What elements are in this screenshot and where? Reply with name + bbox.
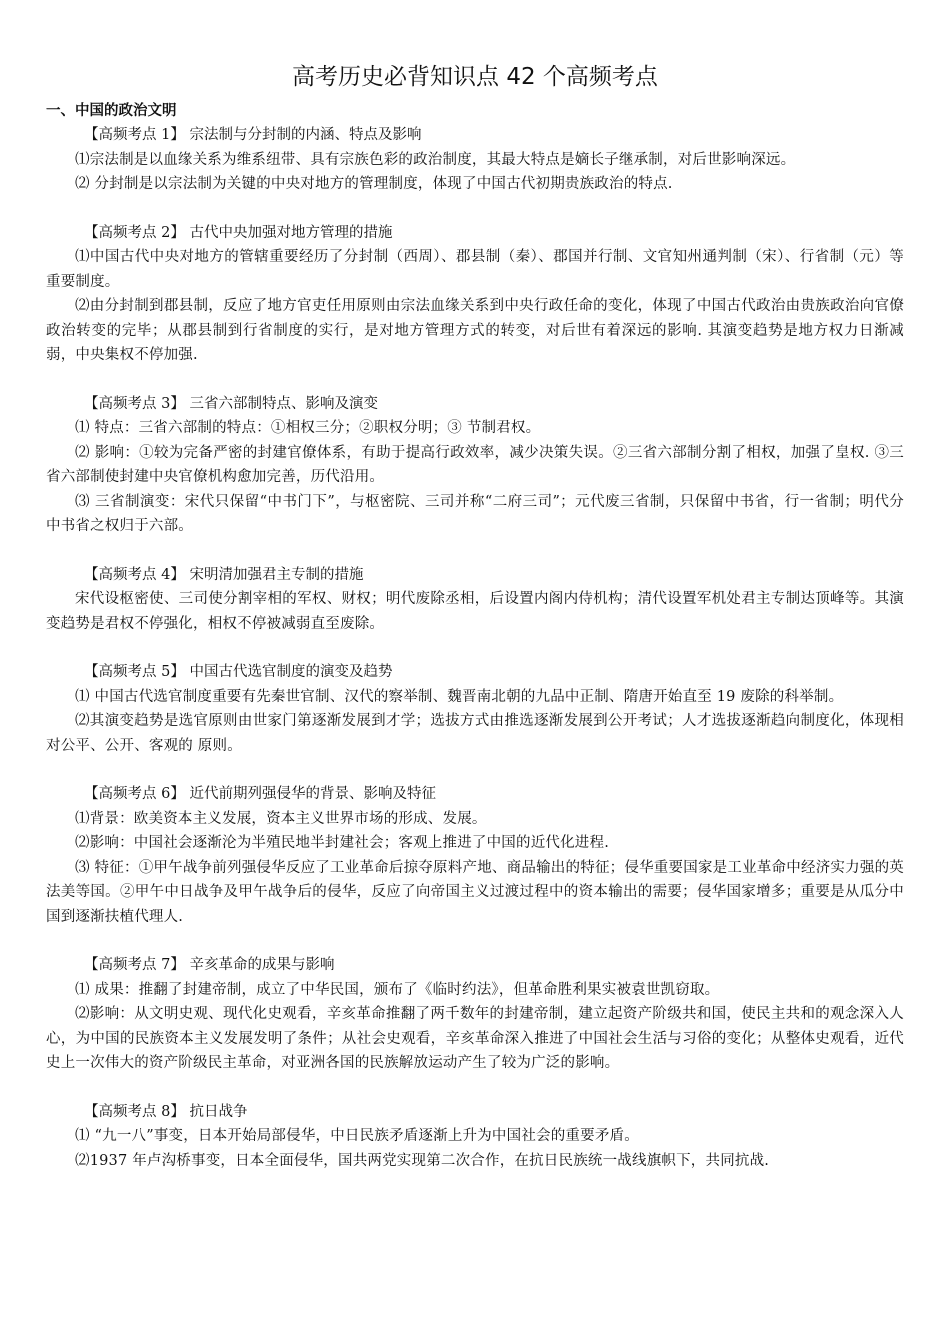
key-point-4 <box>46 563 904 637</box>
key-point-heading: 【高频考点 1】 宗法制与分封制的内涵、特点及影响 <box>84 127 422 143</box>
paragraph: ⑴中国古代中央对地方的管辖重要经历了分封制（西周）、郡县制（秦）、郡国并行制、文官知州通判制（宋）、行省制（元）等重要制度。 <box>46 249 904 290</box>
key-point-3 <box>46 392 904 539</box>
key-point-5 <box>46 660 904 758</box>
paragraph: ⑴ 特点：三省六部制的特点：①相权三分；②职权分明；③ 节制君权。 <box>75 420 541 436</box>
key-point-heading: 【高频考点 5】 中国古代选官制度的演变及趋势 <box>84 664 393 680</box>
paragraph: 宋代设枢密使、三司使分割宰相的军权、财权；明代废除丞相，后设置内阁内侍机构；清代设置军机处君主专制达顶峰等。其演变趋势是君权不停强化，相权不停被减弱直至废除。 <box>46 591 904 632</box>
paragraph: ⑴背景：欧美资本主义发展，资本主义世界市场的形成、发展。 <box>75 810 487 827</box>
paragraph: ⑴宗法制是以血缘关系为维系纽带、具有宗族色彩的政治制度，其最大特点是嫡长子继承制，对后世影响深远。 <box>75 151 796 168</box>
paragraph: ⑴ 中国古代选官制度重要有先秦世官制、汉代的察举制、魏晋南北朝的九品中正制、隋唐开始直至 19 废除的科举制。 <box>75 688 844 705</box>
spacer <box>46 929 904 953</box>
paragraph: ⑶ 三省制演变：宋代只保留“中书门下”，与枢密院、三司并称“二府三司”；元代废三省制，只保留中书省，行一省制；明代分中书省之权归于六部。 <box>46 493 904 534</box>
paragraph: ⑴ “九一八”事变，日本开始局部侵华，中日民族矛盾逐渐上升为中国社会的重要矛盾。 <box>75 1128 639 1144</box>
paragraph: ⑵其演变趋势是选官原则由世家门第逐渐发展到才学；选拔方式由推选逐渐发展到公开考试；人才选拔逐渐趋向制度化，体现相对公平、公开、客观的 原则。 <box>46 713 904 754</box>
paragraph: ⑵ 影响：①较为完备严密的封建官僚体系，有助于提高行政效率，减少决策失误。②三省六部制分割了相权，加强了皇权. ③三省六部制使封建中央官僚机构愈加完善，历代沿用。 <box>46 444 904 485</box>
spacer <box>46 636 904 660</box>
spacer <box>46 758 904 782</box>
key-point-7 <box>46 953 904 1076</box>
key-point-heading: 【高频考点 2】 古代中央加强对地方管理的措施 <box>84 224 393 241</box>
spacer <box>46 539 904 563</box>
key-point-heading: 【高频考点 7】 辛亥革命的成果与影响 <box>84 957 335 973</box>
paragraph: ⑴ 成果：推翻了封建帝制，成立了中华民国，颁布了《临时约法》，但革命胜利果实被袁世凯窃取。 <box>75 981 720 998</box>
key-point-heading: 【高频考点 6】 近代前期列强侵华的背景、影响及特征 <box>84 786 436 802</box>
spacer <box>46 368 904 392</box>
paragraph: ⑵ 分封制是以宗法制为关键的中央对地方的管理制度，体现了中国古代初期贵族政治的特点. <box>75 176 673 192</box>
spacer <box>46 1076 904 1100</box>
paragraph: ⑵1937 年卢沟桥事变，日本全面侵华，国共两党实现第二次合作，在抗日民族统一战线旗帜下，共同抗战. <box>75 1152 770 1169</box>
key-point-8 <box>46 1100 904 1174</box>
paragraph: ⑵影响：中国社会逐渐沦为半殖民地半封建社会；客观上推进了中国的近代化进程. <box>75 835 610 851</box>
paragraph: ⑵影响：从文明史观、现代化史观看，辛亥革命推翻了两千数年的封建帝制，建立起资产阶级共和国，使民主共和的观念深入人心，为中国的民族资本主义发展发明了条件；从社会史观看，辛亥革命深入推进了中国社会生活与习俗的变化；从整体史观看，近代史上一次伟大的资产阶级民主革命，对亚洲各国的民族解放运动产生了较为广泛的影响。 <box>46 1006 904 1071</box>
paragraph: ⑶ 特征：①甲午战争前列强侵华反应了工业革命后掠夺原料产地、商品输出的特征；侵华重要国家是工业革命中经济实力强的英法美等国。②甲午中日战争及甲午战争后的侵华，反应了向帝国主义过渡过程中的资本输出的需要；侵华国家增多；重要是从瓜分中国到逐渐扶植代理人. <box>46 859 904 925</box>
key-point-1 <box>46 123 904 197</box>
key-point-heading: 【高频考点 8】 抗日战争 <box>84 1103 248 1120</box>
page-title: 高考历史必背知识点 42 个高频考点 <box>292 64 658 90</box>
section-heading: 一、中国的政治文明 <box>46 103 177 119</box>
spacer <box>46 197 904 221</box>
key-point-2 <box>46 221 904 368</box>
key-point-heading: 【高频考点 3】 三省六部制特点、影响及演变 <box>84 395 378 412</box>
key-point-6 <box>46 782 904 929</box>
key-point-heading: 【高频考点 4】 宋明清加强君主专制的措施 <box>84 566 364 583</box>
paragraph: ⑵由分封制到郡县制，反应了地方官吏任用原则由宗法血缘关系到中央行政任命的变化，体现了中国古代政治由贵族政治向官僚政治转变的完毕；从郡县制到行省制度的实行，是对地方管理方式的转变，对后世有着深远的影响. 其演变趋势是地方权力日渐减弱，中央集权不停加强. <box>46 298 904 363</box>
